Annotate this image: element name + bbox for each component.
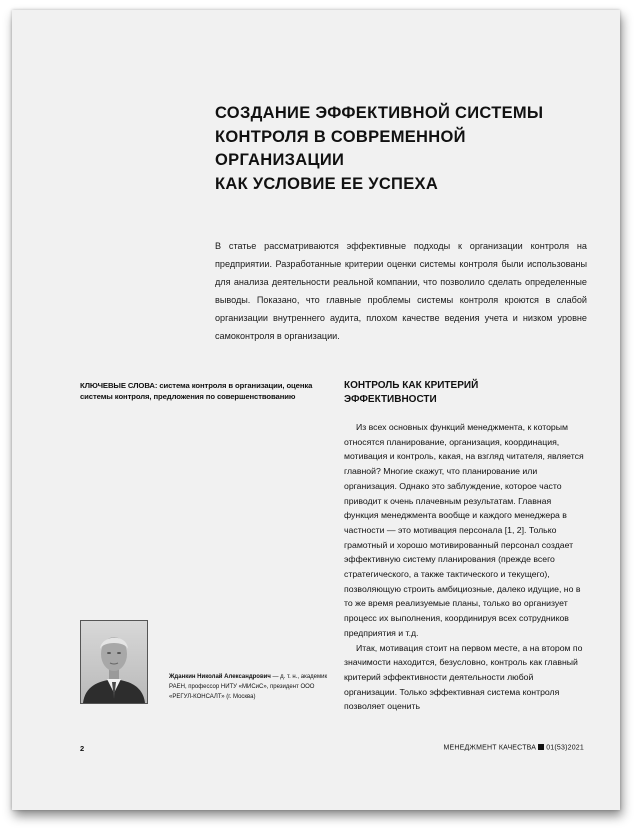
author-bio: — д. т. н., академик РАЕН, профессор НИТУ «МИСиС», президент ООО «РЕГУЛ-КОНСАЛТ» (г. Москва) <box>169 674 328 700</box>
journal-page <box>12 10 620 810</box>
square-separator-icon <box>538 744 544 750</box>
article-title-line: КОНТРОЛЯ В СОВРЕМЕННОЙ ОРГАНИЗАЦИИ <box>215 127 466 169</box>
journal-footer <box>443 744 584 752</box>
author-name: Жданкин Николай Александрович <box>169 674 271 680</box>
body-paragraph: Из всех основных функций менеджмента, к которым относятся планирование, организация, координация, мотивация и контроль, какая, на взгляд читателя, является главной? Многие скажут, что планирование или организация. Однако это заблуждение, которое часто приводит к очень плачевным результатам. Главная функция менеджмента вообще и каждого менеджера в частности — это мотивация персонала [1, 2]. Только грамотный и хорошо мотивированный персонал создает эффективную систему планирования (прежде всего стратегического, а также тактического и текущего), позволяющую строить амбициозные, далеко идущие, но в то же время реализуемые планы, только во организует процесс их выполнения, координируя всех сотрудников предприятия и т.д. <box>344 422 584 638</box>
author-photo <box>80 620 148 704</box>
section-heading-line: ЭФФЕКТИВНОСТИ <box>344 393 437 405</box>
author-portrait-image <box>81 621 147 703</box>
article-abstract: В статье рассматриваются эффективные подходы к организации контроля на предприятии. Разработанные критерии оценки системы контроля были использованы для анализа деятельности реальной компании, что позволило сделать определенные выводы. Показано, что главные проблемы системы контроля кроются в слабой организации внутреннего аудита, плохом качестве ведения учета и низком уровне самоконтроля в организации. <box>215 241 587 341</box>
author-info <box>169 673 329 702</box>
article-title <box>215 102 595 196</box>
body-paragraph: Итак, мотивация стоит на первом месте, а на втором по значимости находится, безусловно, контроль как главный критерий эффективности деятельности любой организации. Только эффективная система контроля позволяет оценить <box>344 642 583 712</box>
article-title-line: КАК УСЛОВИЕ ЕЕ УСПЕХА <box>215 174 439 193</box>
keywords: КЛЮЧЕВЫЕ СЛОВА: система контроля в организации, оценка системы контроля, предложения по совершенствованию <box>80 381 313 401</box>
article-body <box>344 420 586 714</box>
journal-name: МЕНЕДЖМЕНТ КАЧЕСТВА <box>443 744 537 752</box>
page-number: 2 <box>80 744 85 753</box>
section-heading <box>344 379 584 406</box>
article-title-line: СОЗДАНИЕ ЭФФЕКТИВНОЙ СИСТЕМЫ <box>215 104 544 122</box>
journal-issue: 01(53)2021 <box>546 744 584 752</box>
section-heading-line: КОНТРОЛЬ КАК КРИТЕРИЙ <box>344 380 479 391</box>
